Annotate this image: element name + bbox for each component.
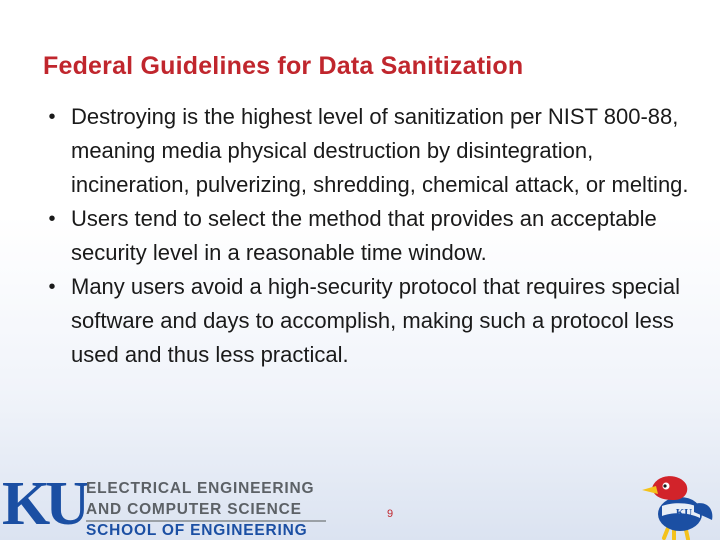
jayhawk-mascot-icon — [638, 470, 718, 540]
bullet-text: Users tend to select the method that provides an acceptable security level in a reasonable time window. — [71, 206, 657, 265]
department-line-1: ELECTRICAL ENGINEERING — [86, 480, 315, 497]
bullet-dot: • — [48, 106, 56, 128]
department-line-2: AND COMPUTER SCIENCE — [86, 501, 302, 518]
jayhawk-ku-text: KU — [675, 507, 693, 519]
bullet-list — [43, 100, 695, 372]
footer — [0, 466, 720, 540]
page-number: 9 — [386, 508, 394, 520]
ku-logo: KU — [2, 470, 85, 538]
bullet-text: Many users avoid a high-security protocol that requires special software and days to accomplish, making such a protocol less used and thus less practical. — [71, 274, 680, 367]
bullet-text: Destroying is the highest level of sanitization per NIST 800-88, meaning media physical destruction by disintegration, incineration, pulverizing, shredding, chemical attack, or melting. — [71, 104, 689, 197]
bullet-item — [43, 100, 695, 202]
slide-title: Federal Guidelines for Data Sanitization — [43, 52, 524, 80]
bullet-dot: • — [48, 276, 56, 298]
bullet-dot: • — [48, 208, 56, 230]
department-divider — [86, 520, 326, 522]
department-name — [86, 478, 314, 541]
bullet-item — [43, 270, 695, 372]
bullet-item — [43, 202, 695, 270]
school-name: SCHOOL OF ENGINEERING — [86, 522, 308, 539]
